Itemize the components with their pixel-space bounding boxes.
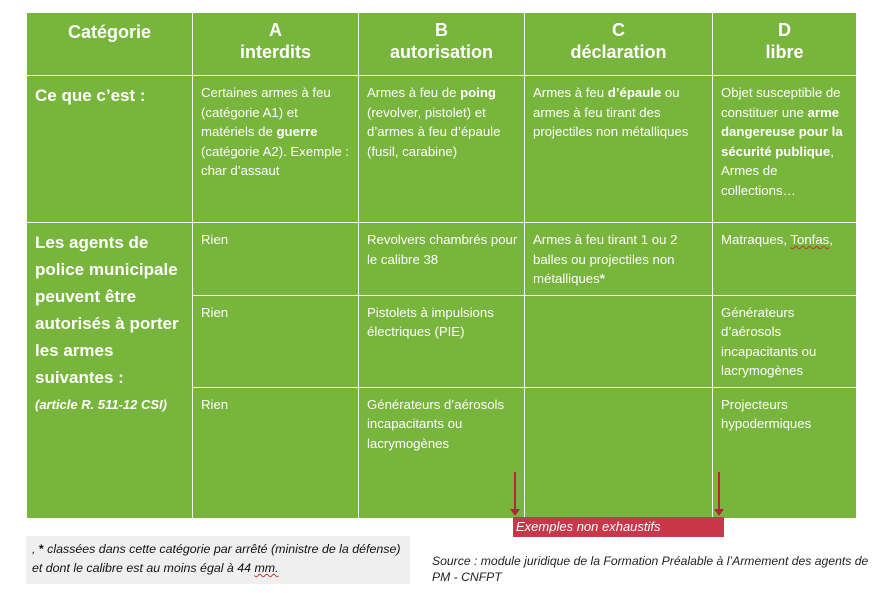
row-definition-label-text: Ce que c’est :: [35, 86, 146, 105]
footnote: [26, 536, 410, 584]
header-d-label: libre: [765, 42, 804, 62]
header-c-label: déclaration: [570, 42, 667, 62]
cell-definition-d: [713, 76, 857, 223]
header-d: [713, 13, 857, 76]
header-a-label: interdits: [239, 42, 311, 62]
cell-text: ou armes à feu tirant des projectiles non métalliques: [533, 85, 689, 139]
cell-text: (catégorie A2). Exemple : char d’assaut: [201, 143, 350, 178]
cell-text: Certaines armes à feu (catégorie A1) et matériels de: [201, 85, 331, 139]
header-categorie-label: Catégorie: [67, 22, 152, 42]
header-a-letter: A: [269, 20, 282, 40]
cell-bold: d’épaule: [607, 85, 662, 100]
row-definition-label: [27, 76, 193, 223]
footnote-star: *: [599, 271, 605, 286]
header-b-label: autorisation: [389, 42, 493, 62]
cell-agents-d-2: Générateurs d’aérosols incapacitants ou lacrymogènes: [713, 295, 857, 387]
examples-label: Exemples non exhaustifs: [513, 517, 724, 537]
arrow-down-icon: [514, 472, 516, 510]
cell-text-tonfas: Tonfas: [790, 232, 830, 247]
cell-agents-b-1: Revolvers chambrés pour le calibre 38: [359, 223, 525, 296]
footnote-unit: mm.: [254, 561, 279, 575]
footnote-star: *: [38, 542, 44, 556]
cell-text: , Armes de collections…: [721, 143, 834, 198]
cell-agents-a-3: Rien: [193, 387, 359, 518]
cell-agents-b-2: Pistolets à impulsions électriques (PIE): [359, 295, 525, 387]
row-agents-reference: (article R. 511-12 CSI): [35, 397, 167, 412]
cell-agents-c-3: [525, 387, 713, 518]
cell-text: Armes à feu: [533, 85, 608, 100]
cell-text: Matraques,: [721, 232, 791, 247]
cell-definition-c: [525, 76, 713, 223]
cell-agents-a-1: Rien: [193, 223, 359, 296]
arrow-down-icon: [718, 472, 720, 510]
cell-agents-c-1: [525, 223, 713, 296]
cell-text: Armes à feu tirant 1 ou 2 balles ou projectiles non métalliques: [533, 232, 678, 286]
cell-agents-d-1: [713, 223, 857, 296]
cell-agents-b-3: Générateurs d’aérosols incapacitants ou lacrymogènes: [359, 387, 525, 518]
cell-agents-a-2: Rien: [193, 295, 359, 387]
footnote-text: classées dans cette catégorie par arrêté (ministre de la défense) et dont le calibre est au moins égal à 44: [32, 542, 401, 575]
header-categorie: [27, 13, 193, 76]
cell-agents-c-2: [525, 295, 713, 387]
header-a: [193, 13, 359, 76]
cell-bold: guerre: [276, 124, 318, 139]
cell-text: Objet susceptible de constituer une: [721, 85, 841, 120]
cell-text: ,: [829, 232, 833, 247]
cell-text: (revolver, pistolet) et d’armes à feu d’épaule (fusil, carabine): [367, 104, 501, 159]
footnote-prefix: ,: [32, 542, 39, 556]
header-b: [359, 13, 525, 76]
header-c-letter: C: [612, 20, 625, 40]
cell-agents-d-3: Projecteurs hypodermiques: [713, 387, 857, 518]
header-d-letter: D: [778, 20, 791, 40]
category-table: [26, 12, 857, 519]
cell-definition-b: [359, 76, 525, 223]
cell-text: Armes à feu de: [367, 85, 461, 100]
cell-bold: arme dangereuse pour la sécurité publique: [721, 104, 843, 159]
header-b-letter: B: [435, 20, 448, 40]
header-c: [525, 13, 713, 76]
cell-definition-a: [193, 76, 359, 223]
row-agents-label-text: Les agents de police municipale peuvent être autorisés à porter les armes suivantes :: [35, 233, 179, 387]
cell-bold: poing: [460, 85, 496, 100]
row-agents-label: [27, 223, 193, 519]
source-citation: Source : module juridique de la Formation Préalable à l’Armement des agents de PM - CNFPT: [432, 554, 869, 584]
